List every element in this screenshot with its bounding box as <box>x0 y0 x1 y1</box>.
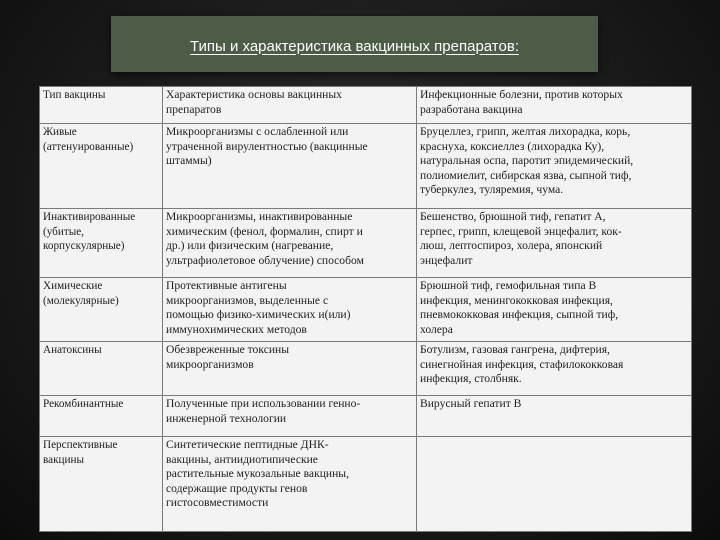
vaccine-basis: Синтетические пептидные ДНК- вакцины, антиидиотипические растительные мукозальные вакцины, содержащие продукты генов гистосовместимости <box>166 438 349 509</box>
vaccine-type: Живые (аттенуированные) <box>43 126 134 153</box>
vaccine-type: Рекомбинантные <box>43 398 124 410</box>
header-cell <box>40 87 163 124</box>
table-cell <box>417 437 692 532</box>
table-cell <box>40 124 163 209</box>
vaccine-type: Химические (молекулярные) <box>43 280 119 307</box>
vaccine-diseases: Бешенство, брюшной тиф, гепатит А, герпес, грипп, клещевой энцефалит, кок- люш, лептоспироз, холера, японский энцефалит <box>420 210 622 267</box>
vaccine-diseases: Ботулизм, газовая гангрена, дифтерия, синегнойная инфекция, стафилококковая инфекция, столбняк. <box>420 343 624 385</box>
header-cell <box>163 87 417 124</box>
vaccine-diseases: Бруцеллез, грипп, желтая лихорадка, корь, краснуха, коксиеллез (лихорадка Ку), натуральная оспа, паротит эпидемический, полиомиелит, сибирская язва, сыпной тиф, туберкулез, туляремия, чума. <box>420 125 634 196</box>
table-row <box>40 124 692 209</box>
table-cell <box>163 124 417 209</box>
header-type: Тип вакцины <box>43 89 106 101</box>
vaccine-diseases: Вирусный гепатит В <box>420 397 522 410</box>
table-cell <box>163 209 417 278</box>
table-cell <box>417 396 692 437</box>
table-cell <box>40 437 163 532</box>
table-cell <box>417 209 692 278</box>
vaccine-basis: Протективные антигены микроорганизмов, выделенные с помощью физико-химических и(или) иммунохимических методов <box>166 279 351 336</box>
title-banner <box>111 16 598 72</box>
table-cell <box>163 396 417 437</box>
vaccine-basis: Микроорганизмы, инактивированные химическим (фенол, формалин, спирт и др.) или физическим (нагревание, ультрафиолетовое облучение) способом <box>166 210 364 267</box>
table-cell <box>417 124 692 209</box>
vaccine-types-table <box>39 86 692 532</box>
page-title: Типы и характеристика вакцинных препаратов: <box>189 37 519 55</box>
table-cell <box>163 278 417 342</box>
table-cell <box>163 437 417 532</box>
vaccine-type: Перспективные вакцины <box>43 439 118 466</box>
vaccine-basis: Полученные при использовании генно- инженерной технологии <box>166 397 361 425</box>
vaccine-type: Анатоксины <box>43 344 102 356</box>
vaccine-basis: Микроорганизмы с ослабленной или утраченной вирулентностью (вакцинные штаммы) <box>166 125 368 167</box>
table-cell <box>40 396 163 437</box>
vaccine-diseases: Брюшной тиф, гемофильная типа В инфекция, менингококковая инфекция, пневмококковая инфекция, сыпной тиф, холера <box>420 279 619 336</box>
header-basis: Характеристика основы вакцинных препаратов <box>166 88 342 116</box>
table-row <box>40 209 692 278</box>
table-cell <box>417 342 692 396</box>
table-row <box>40 437 692 532</box>
vaccine-basis: Обезвреженные токсины микроорганизмов <box>166 343 290 371</box>
table-row <box>40 396 692 437</box>
header-cell <box>417 87 692 124</box>
table-cell <box>40 342 163 396</box>
vaccine-type: Инактивированные (убитые, корпускулярные) <box>43 211 136 252</box>
table-cell <box>163 342 417 396</box>
table-cell <box>417 278 692 342</box>
table-header-row <box>40 87 692 124</box>
table-cell <box>40 278 163 342</box>
vaccine-table-container <box>39 86 691 532</box>
header-diseases: Инфекционные болезни, против которых разработана вакцина <box>420 88 623 116</box>
table-row <box>40 342 692 396</box>
table-row <box>40 278 692 342</box>
table-cell <box>40 209 163 278</box>
